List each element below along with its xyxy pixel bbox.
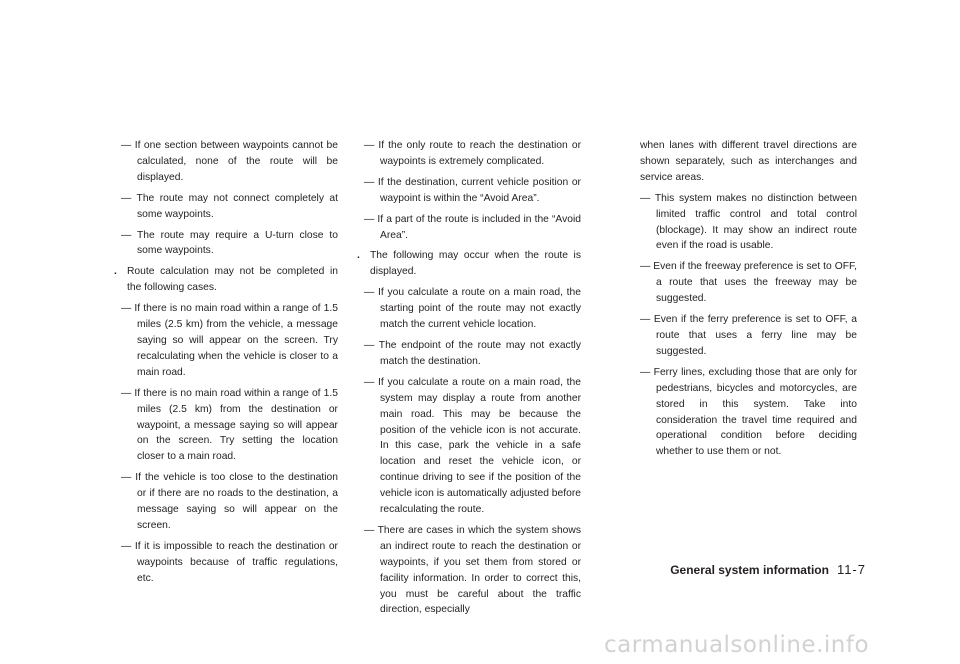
bullet-marker: . — [114, 266, 117, 278]
dash-item: — Ferry lines, excluding those that are only for pedestrians, bicycles and motorcycles, are stored in this system. Take into consideration the travel time required and operational condition before deciding whether to use them or not. — [640, 366, 857, 458]
bullet-marker: . — [357, 250, 360, 262]
text-column-left — [112, 138, 338, 592]
dash-item: — The endpoint of the route may not exactly match the destination. — [364, 339, 581, 367]
dash-item: — There are cases in which the system shows an indirect route to reach the destination or waypoints, if you set them from stored or facility information. In order to correct this, you must be careful about the traffic direction, especially — [364, 524, 581, 616]
dash-item: — If the only route to reach the destination or waypoints is extremely complicated. — [364, 140, 581, 167]
dash-item: — If a part of the route is included in the “Avoid Area”. — [364, 213, 581, 241]
bullet-text: Route calculation may not be completed in the following cases. — [127, 266, 338, 294]
dash-item: — If there is no main road within a range of 1.5 miles (2.5 km) from the destination or waypoint, a message saying so will appear on the screen. Try setting the location closer to a main road. — [121, 387, 338, 463]
bullet-text: The following may occur when the route is displayed. — [370, 250, 581, 278]
dash-item: — The route may require a U-turn close to some waypoints. — [121, 229, 338, 257]
dash-item: — If the vehicle is too close to the destination or if there are no roads to the destination, a message saying so will appear on the screen. — [121, 472, 338, 531]
continued-paragraph: when lanes with different travel directions are shown separately, such as interchanges and service areas. — [640, 140, 857, 183]
text-column-right — [631, 138, 857, 465]
footer-page-number: 11-7 — [836, 562, 866, 577]
dash-item: — If you calculate a route on a main road, the system may display a route from another main road. This may be because the position of the vehicle icon is not accurate. In this case, park the vehicle in a safe location and reset the vehicle icon, or continue driving to see if the position of the vehicle icon is automatically adjusted before recalculating the route. — [364, 376, 581, 516]
text-column-middle — [355, 138, 581, 623]
page-footer — [620, 562, 866, 577]
dash-item: — If the destination, current vehicle position or waypoint is within the “Avoid Area”. — [364, 176, 581, 204]
bullet-item — [355, 248, 581, 280]
footer-section-title: General system information — [670, 563, 829, 577]
bullet-item — [112, 264, 338, 296]
dash-item: — If it is impossible to reach the destination or waypoints because of traffic regulations, etc. — [121, 540, 338, 584]
dash-item: — If there is no main road within a range of 1.5 miles (2.5 km) from the vehicle, a message saying so will appear on the screen. Try recalculating when the vehicle is closer to a main road. — [121, 303, 338, 378]
dash-item: — The route may not connect completely at some waypoints. — [121, 192, 338, 220]
dash-item: — Even if the ferry preference is set to OFF, a route that uses a ferry line may be suggested. — [640, 314, 857, 357]
dash-item: — If one section between waypoints cannot be calculated, none of the route will be displayed. — [121, 140, 338, 183]
watermark: carmanualsonline.info — [604, 632, 870, 658]
dash-item: — Even if the freeway preference is set to OFF, a route that uses the freeway may be suggested. — [640, 261, 857, 305]
dash-item: — If you calculate a route on a main road, the starting point of the route may not exactly match the current vehicle location. — [364, 287, 581, 331]
dash-item: — This system makes no distinction between limited traffic control and total control (blockage). It may show an indirect route even if the road is usable. — [640, 192, 857, 252]
